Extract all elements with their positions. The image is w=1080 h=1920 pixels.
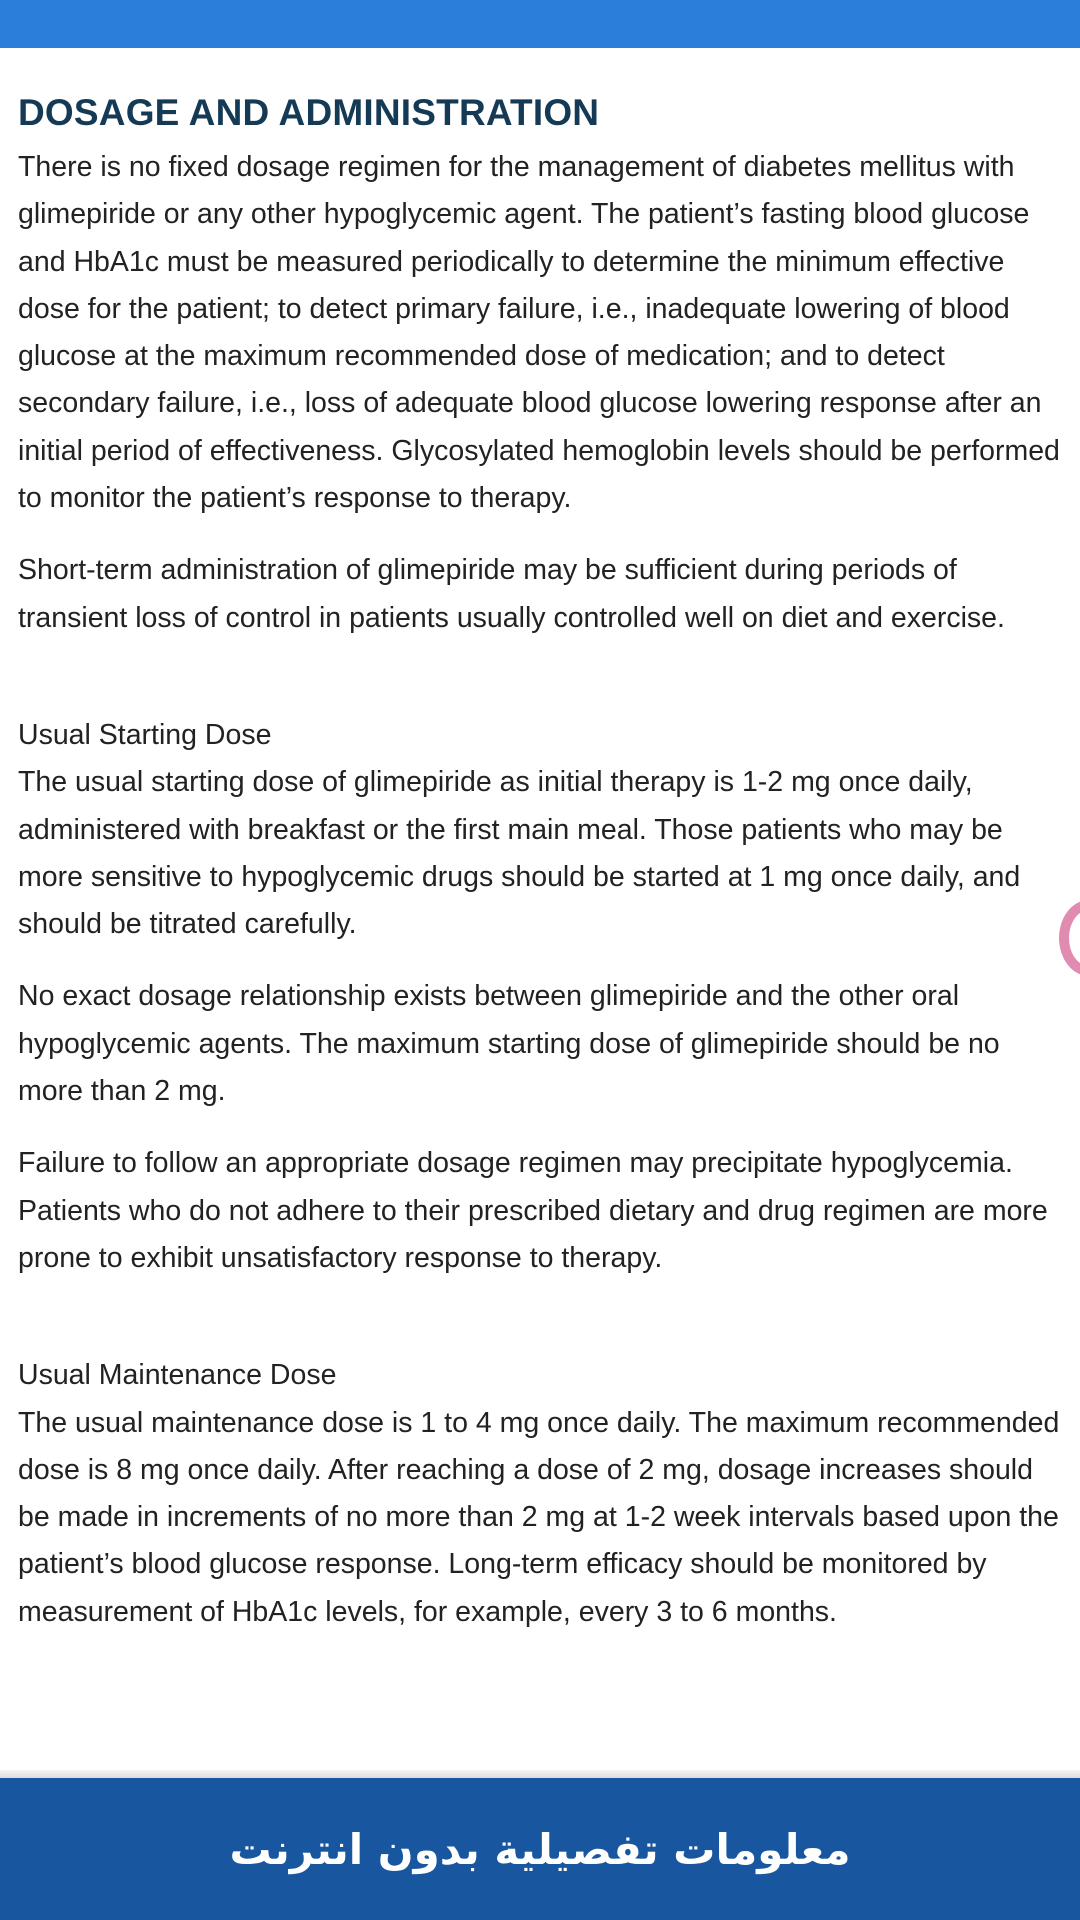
article-content xyxy=(18,48,1063,1778)
maintenance-dose-heading: Usual Maintenance Dose xyxy=(18,1359,337,1392)
offline-info-label: معلومات تفصيلية بدون انترنت xyxy=(229,1824,851,1874)
section-title: DOSAGE AND ADMINISTRATION xyxy=(18,92,600,133)
intro-paragraph: There is no fixed dosage regimen for the management of diabetes mellitus with glimepiride or any other hypoglycemic agent. The patient’s fasting blood glucose and HbA1c must be measured periodically to determine the minimum effective dose for the patient; to detect primary failure, i.e., inadequate lowering of blood glucose at the maximum recommended dose of medication; and to detect secondary failure, i.e., loss of adequate blood glucose lowering response after an initial period of effectiveness. Glycosylated hemoglobin levels should be performed to monitor the patient’s response to therapy. xyxy=(18,151,1060,515)
maintenance-dose-paragraph: The usual maintenance dose is 1 to 4 mg once daily. The maximum recommended dose is 8 mg once daily. After reaching a dose of 2 mg, dosage increases should be made in increments of no more than 2 mg at 1-2 week intervals based upon the patient’s blood glucose response. Long-term efficacy should be monitored by measurement of HbA1c levels, for example, every 3 to 6 months. xyxy=(18,1406,1060,1628)
offline-info-button[interactable] xyxy=(0,1778,1080,1920)
starting-dose-paragraph: No exact dosage relationship exists between glimepiride and the other oral hypoglycemic agents. The maximum starting dose of glimepiride should be no more than 2 mg. xyxy=(18,980,1000,1108)
starting-dose-heading: Usual Starting Dose xyxy=(18,718,272,751)
intro-paragraph: Short-term administration of glimepiride may be sufficient during periods of transient loss of control in patients usually controlled well on diet and exercise. xyxy=(18,554,1005,634)
top-app-bar xyxy=(0,0,1080,48)
scroll-edge-shadow xyxy=(0,1770,1080,1778)
starting-dose-paragraph: Failure to follow an appropriate dosage regimen may precipitate hypoglycemia. Patients who do not adhere to their prescribed dietary and drug regimen are more prone to exhibit unsatisfactory response to therapy. xyxy=(18,1147,1048,1274)
starting-dose-paragraph: The usual starting dose of glimepiride as initial therapy is 1-2 mg once daily, administered with breakfast or the first main meal. Those patients who may be more sensitive to hypoglycemic drugs should be started at 1 mg once daily, and should be titrated carefully. xyxy=(18,766,1021,941)
